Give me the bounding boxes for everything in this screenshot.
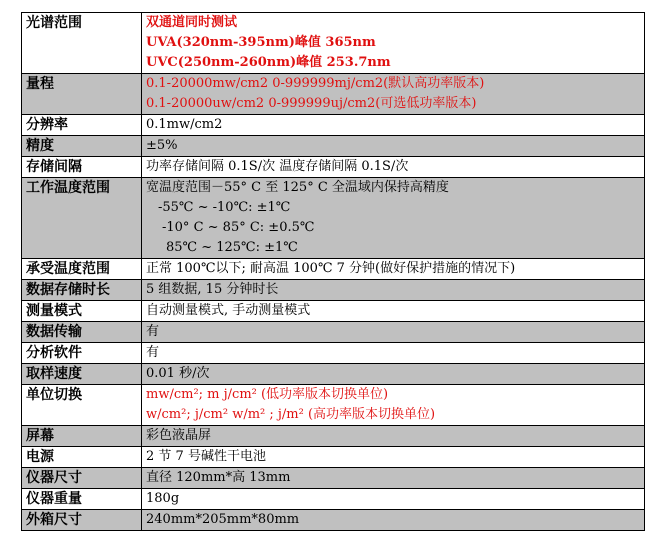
- spec-table-body: [22, 13, 645, 531]
- spec-value: [142, 364, 645, 385]
- spec-label: 分辨率: [22, 115, 142, 136]
- spec-label: 存储间隔: [22, 157, 142, 178]
- spec-value: [142, 343, 645, 364]
- spec-label: 仪器尺寸: [22, 468, 142, 489]
- spec-label: 量程: [22, 74, 142, 115]
- spec-label: 取样速度: [22, 364, 142, 385]
- spec-label: 外箱尺寸: [22, 510, 142, 531]
- spec-row: [22, 157, 645, 178]
- spec-label: 承受温度范围: [22, 259, 142, 280]
- spec-value-line: w/cm²; j/cm² w/m² ; j/m² (高功率版本切换单位): [146, 407, 436, 422]
- spec-label: 单位切换: [22, 385, 142, 426]
- spec-row: [22, 178, 645, 259]
- spec-row: [22, 13, 645, 74]
- spec-value: [142, 136, 645, 157]
- spec-value-line: 功率存储间隔 0.1S/次 温度存储间隔 0.1S/次: [146, 159, 409, 174]
- spec-value: [142, 178, 645, 259]
- spec-value-line: 正常 100℃以下; 耐高温 100℃ 7 分钟(做好保护措施的情况下): [146, 261, 516, 276]
- spec-value-line: 直径 120mm*高 13mm: [146, 470, 291, 485]
- spec-value: [142, 385, 645, 426]
- spec-row: [22, 136, 645, 157]
- spec-value-line: 180g: [146, 491, 180, 506]
- spec-value-line: 0.01 秒/次: [146, 366, 210, 381]
- spec-value-line: 宽温度范围－55° C 至 125° C 全温域内保持高精度: [146, 180, 449, 195]
- spec-value: [142, 301, 645, 322]
- spec-row: [22, 489, 645, 510]
- spec-value: [142, 280, 645, 301]
- spec-value-line: -55℃ ~ -10℃: ±1℃: [158, 200, 291, 215]
- spec-label: 电源: [22, 447, 142, 468]
- spec-label: 分析软件: [22, 343, 142, 364]
- spec-value-line: ±5%: [146, 138, 178, 153]
- spec-label: 精度: [22, 136, 142, 157]
- spec-value: [142, 322, 645, 343]
- spec-value: [142, 259, 645, 280]
- spec-label: 测量模式: [22, 301, 142, 322]
- spec-value-line: 0.1mw/cm2: [146, 117, 223, 132]
- spec-row: [22, 259, 645, 280]
- spec-row: [22, 468, 645, 489]
- spec-value-line: 2 节 7 号碱性干电池: [146, 449, 266, 464]
- spec-value: [142, 447, 645, 468]
- spec-row: [22, 74, 645, 115]
- spec-value-line: 0.1-20000mw/cm2 0-999999mj/cm2(默认高功率版本): [146, 76, 485, 91]
- spec-value: [142, 74, 645, 115]
- spec-value: [142, 426, 645, 447]
- spec-value-line: 自动测量模式, 手动测量模式: [146, 303, 311, 318]
- spec-value-line: 85℃ ~ 125℃: ±1℃: [166, 240, 298, 255]
- spec-row: [22, 510, 645, 531]
- spec-row: [22, 322, 645, 343]
- spec-row: [22, 280, 645, 301]
- spec-label: 工作温度范围: [22, 178, 142, 259]
- spec-value-line: 双通道同时测试: [146, 15, 238, 30]
- spec-value-line: 彩色液晶屏: [146, 428, 212, 443]
- spec-label: 光谱范围: [22, 13, 142, 74]
- spec-value-line: 有: [146, 324, 160, 339]
- spec-row: [22, 343, 645, 364]
- spec-row: [22, 385, 645, 426]
- spec-row: [22, 115, 645, 136]
- spec-table: [21, 12, 645, 531]
- spec-value-line: mw/cm²; m j/cm² (低功率版本切换单位): [146, 387, 389, 402]
- spec-label: 仪器重量: [22, 489, 142, 510]
- spec-value: [142, 489, 645, 510]
- spec-value-line: UVA(320nm-395nm)峰值 365nm: [146, 35, 376, 50]
- spec-value: [142, 115, 645, 136]
- spec-value: [142, 468, 645, 489]
- spec-label: 屏幕: [22, 426, 142, 447]
- spec-value-line: UVC(250nm-260nm)峰值 253.7nm: [146, 55, 391, 70]
- spec-value-line: 240mm*205mm*80mm: [146, 512, 300, 527]
- spec-value: [142, 157, 645, 178]
- spec-value-line: -10° C ~ 85° C: ±0.5℃: [162, 220, 315, 235]
- spec-row: [22, 426, 645, 447]
- spec-row: [22, 364, 645, 385]
- spec-label: 数据存储时长: [22, 280, 142, 301]
- spec-value: [142, 510, 645, 531]
- spec-value: [142, 13, 645, 74]
- spec-value-line: 有: [146, 345, 160, 360]
- spec-row: [22, 447, 645, 468]
- spec-value-line: 0.1-20000uw/cm2 0-999999uj/cm2(可选低功率版本): [146, 96, 477, 111]
- spec-value-line: 5 组数据, 15 分钟时长: [146, 282, 279, 297]
- spec-label: 数据传输: [22, 322, 142, 343]
- spec-row: [22, 301, 645, 322]
